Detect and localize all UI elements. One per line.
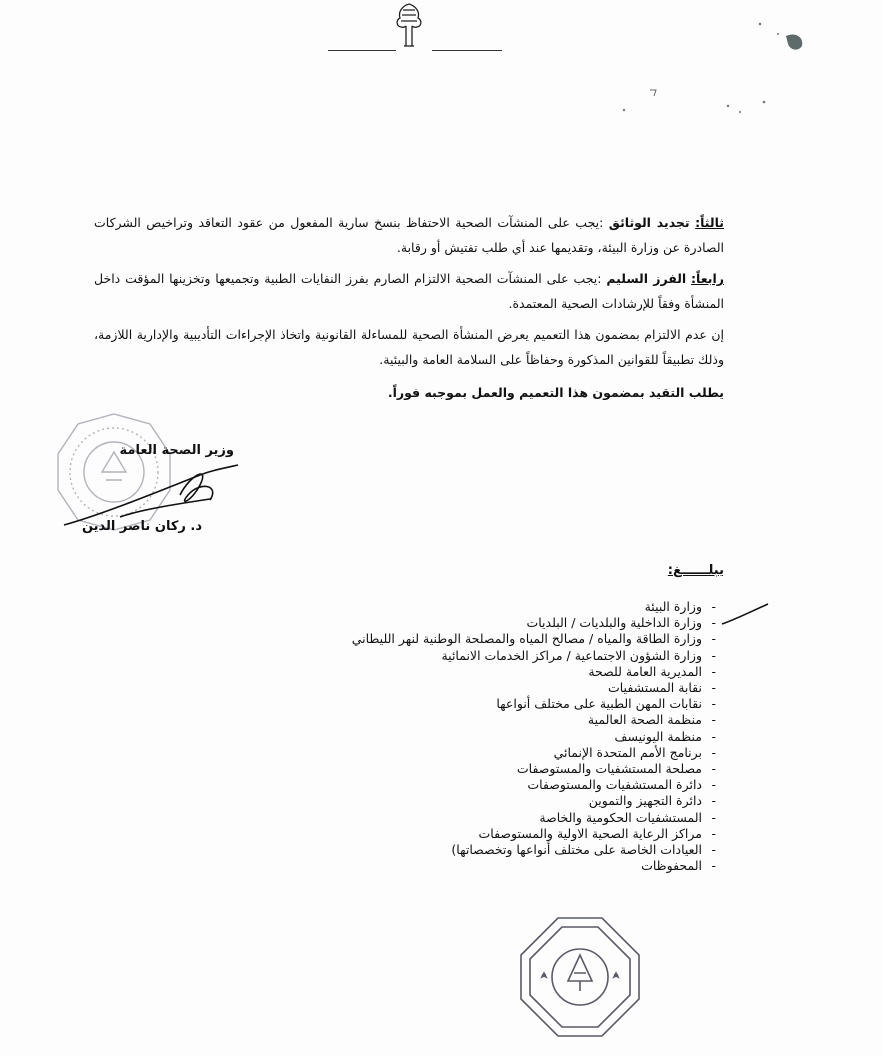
- paragraph-third-text: :يجب على المنشآت الصحية الاحتفاظ بنسخ سارية المفعول من عقود التعاقد وتراخيص الشركات الصادرة عن وزارة البيئة، وتقديمها عند أي طلب تفتيش أو رقابة.: [94, 215, 724, 255]
- scan-noise: [610, 10, 810, 120]
- recipient-item: - وزارة الداخلية والبلديات / البلديات: [352, 615, 720, 631]
- check-mark-icon: [720, 600, 770, 630]
- paragraph-third-label: ثالثاً:: [695, 215, 724, 230]
- recipient-item: - مصلحة المستشفيات والمستوصفات: [352, 761, 720, 777]
- header-rule-left: [328, 50, 396, 51]
- recipient-item: - المديرية العامة للصحة: [352, 664, 720, 680]
- recipient-item: - المستشفيات الحكومية والخاصة: [352, 810, 720, 826]
- recipient-item: - برنامج الأمم المتحدة الإنمائي: [352, 745, 720, 761]
- paragraph-fourth-label: رابعاً:: [691, 271, 724, 286]
- paragraph-third: [94, 210, 724, 260]
- recipient-item: - نقابة المستشفيات: [352, 680, 720, 696]
- recipient-item: - وزارة البيئة: [352, 599, 720, 615]
- paragraph-third-title: تجديد الوثائق: [608, 215, 690, 230]
- recipient-item: - وزارة الطاقة والمياه / مصالح المياه والمصلحة الوطنية لنهر الليطاني: [352, 631, 720, 647]
- signature-name: د. ركان ناصر الدين: [81, 519, 202, 534]
- paragraph-warning: إن عدم الالتزام بمضمون هذا التعميم يعرض المنشأة الصحية للمساءلة القانونية واتخاذ الإجراءات التأديبية والإدارية اللازمة، وذلك تطبيقاً للقوانين المذكورة وحفاظاً على السلامة العامة والبيئية.: [94, 327, 724, 367]
- header-rule-right: [432, 50, 502, 51]
- octagonal-registry-stamp-icon: [518, 915, 642, 1039]
- recipients-heading: يبلــــــغ:: [667, 563, 724, 578]
- recipient-item: - دائرة المستشفيات والمستوصفات: [352, 777, 720, 793]
- recipient-item: - مراكز الرعاية الصحية الاولية والمستوصفات: [352, 826, 720, 842]
- cedar-emblem-icon: [384, 0, 434, 50]
- recipients-list: [352, 599, 720, 874]
- recipient-item: - دائرة التجهيز والتموين: [352, 793, 720, 809]
- recipient-item: - المحفوظات: [352, 858, 720, 874]
- signature-title: وزير الصحة العامة: [119, 443, 234, 458]
- recipient-item: - العيادات الخاصة على مختلف أنواعها وتخصصاتها): [352, 842, 720, 858]
- recipient-item: - منظمة اليونيسف: [352, 729, 720, 745]
- recipient-item: - وزارة الشؤون الاجتماعية / مراكز الخدمات الانمائية: [352, 648, 720, 664]
- paragraph-fourth-title: الفرز السليم: [606, 271, 687, 286]
- recipient-item: - منظمة الصحة العالمية: [352, 712, 720, 728]
- paragraph-fourth: [94, 266, 724, 316]
- paragraph-closing: يطلب التقيد بمضمون هذا التعميم والعمل بموجبه فوراً.: [387, 385, 724, 400]
- paragraph-fourth-text: :يجب على المنشآت الصحية الالتزام الصارم بفرز النفايات الطبية وتجميعها وتخزينها المؤقت داخل المنشأة وفقاً للإرشادات الصحية المعتمدة.: [94, 271, 724, 311]
- recipient-item: - نقابات المهن الطبية على مختلف أنواعها: [352, 696, 720, 712]
